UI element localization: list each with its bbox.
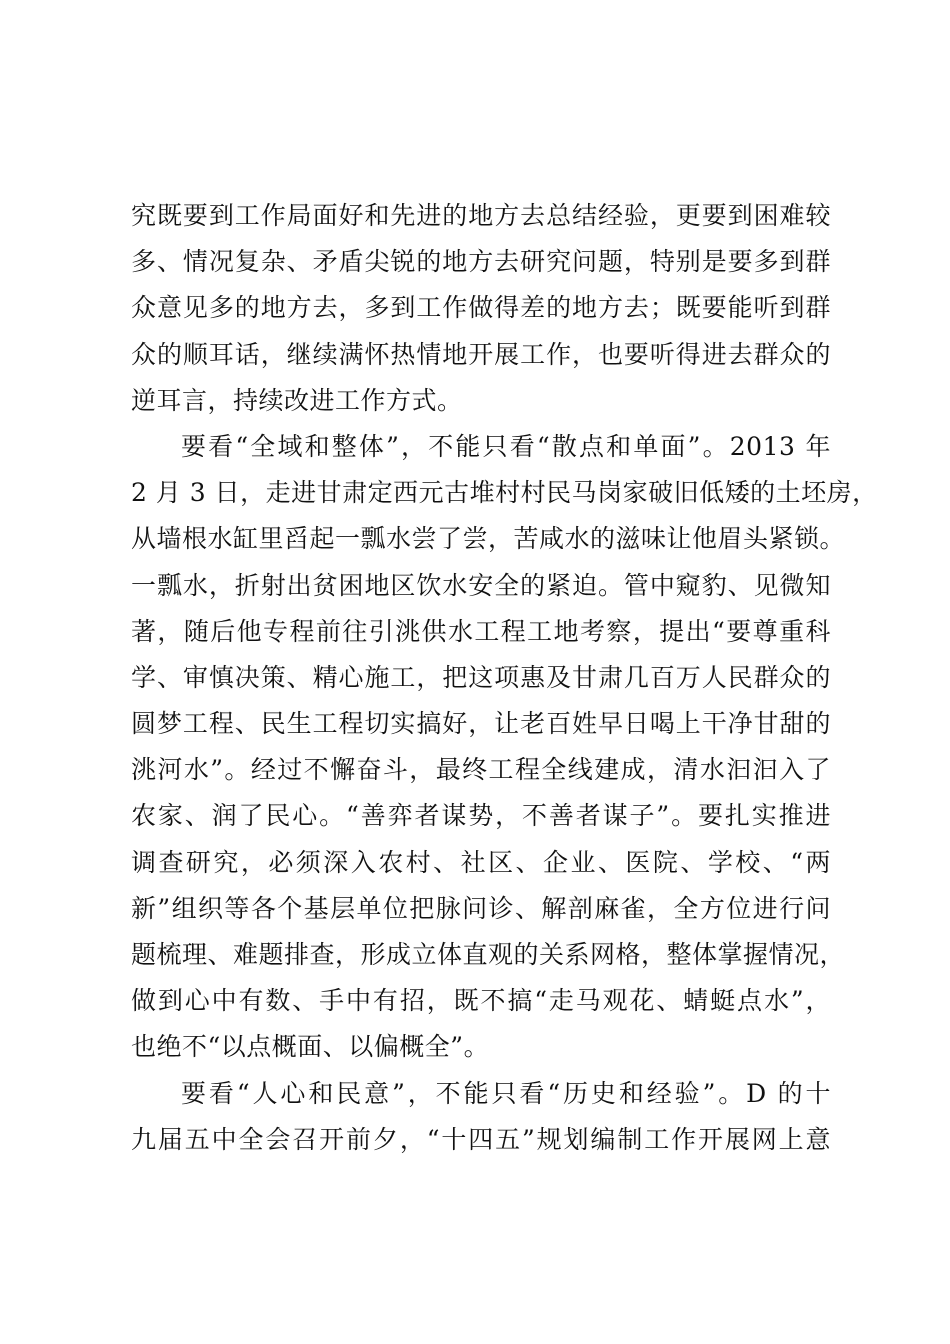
text-line: 逆耳言，持续改进工作方式。	[131, 385, 463, 415]
text-line: 2 月 3 日，走进甘肃定西元古堆村村民马岗家破旧低矮的土坯房，	[131, 478, 878, 508]
text-line: 学、审慎决策、精心施工，把这项惠及甘肃几百万人民群众的	[131, 662, 831, 692]
text-line: 究既要到工作局面好和先进的地方去总结经验，更要到困难较	[131, 201, 831, 230]
paragraph-start-line: 要看“全域和整体”，不能只看“散点和单面”。2013 年	[181, 431, 831, 461]
text-line: 做到心中有数、手中有招，既不搞“走马观花、蜻蜓点水”，	[131, 986, 831, 1016]
text-line: 著，随后他专程前往引洮供水工程工地考察，提出“要尊重科	[131, 616, 831, 646]
text-line: 一瓢水，折射出贫困地区饮水安全的紧迫。管中窥豹、见微知	[131, 570, 831, 600]
text-line: 也绝不“以点概面、以偏概全”。	[131, 1032, 490, 1062]
text-line: 从墙根水缸里舀起一瓢水尝了尝，苦咸水的滋味让他眉头紧锁。	[131, 524, 846, 554]
text-line: 题梳理、难题排查，形成立体直观的关系网格，整体掌握情况，	[131, 940, 846, 969]
text-line: 众的顺耳话，继续满怀热情地开展工作，也要听得进去群众的	[131, 339, 831, 369]
text-line: 新”组织等各个基层单位把脉问诊、解剖麻雀，全方位进行问	[131, 893, 831, 923]
paragraph-start-line: 要看“人心和民意”，不能只看“历史和经验”。D 的十	[181, 1078, 831, 1108]
text-line: 洮河水”。经过不懈奋斗，最终工程全线建成，清水汩汩入了	[131, 755, 831, 785]
text-line: 多、情况复杂、矛盾尖锐的地方去研究问题，特别是要多到群	[131, 247, 831, 277]
text-line: 圆梦工程、民生工程切实搞好，让老百姓早日喝上干净甘甜的	[131, 709, 831, 739]
text-line: 九届五中全会召开前夕，“十四五”规划编制工作开展网上意	[131, 1124, 831, 1154]
text-line: 农家、润了民心。“善弈者谋势，不善者谋子”。要扎实推进	[131, 801, 831, 831]
text-line: 调查研究，必须深入农村、社区、企业、医院、学校、“两	[131, 847, 831, 877]
body-text	[131, 193, 878, 1163]
text-line: 众意见多的地方去，多到工作做得差的地方去；既要能听到群	[131, 293, 831, 323]
